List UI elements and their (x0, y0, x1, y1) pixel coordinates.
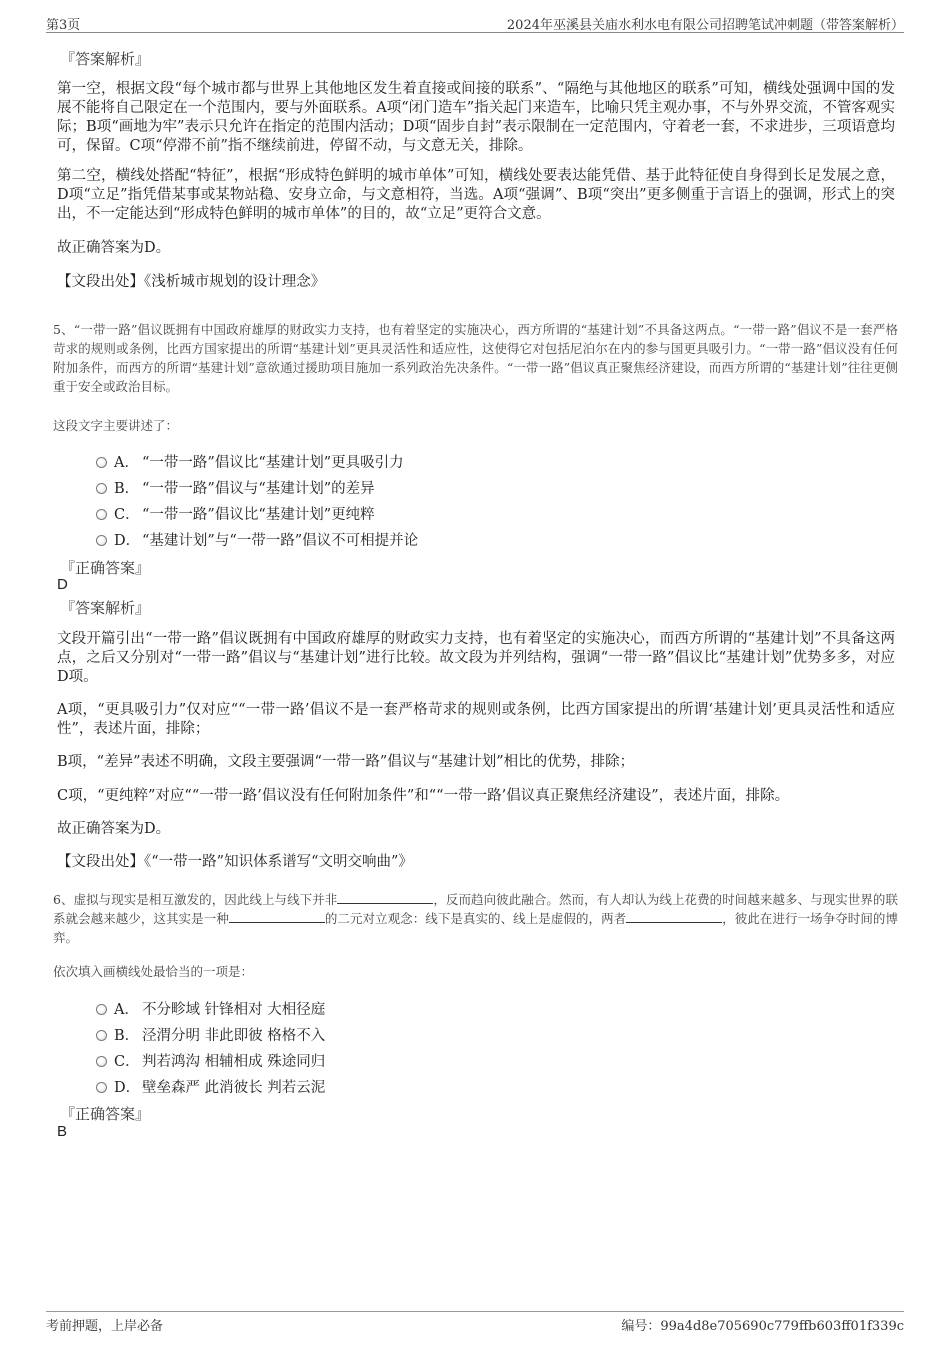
radio-icon[interactable] (96, 1056, 107, 1067)
fill-blank-2 (229, 910, 325, 923)
q5-option-c[interactable]: C． “一带一路”倡议比“基建计划”更纯粹 (96, 503, 375, 523)
document-id: 编号：99a4d8e705690c779ffb603ff01f339c (621, 1319, 904, 1334)
q4-analysis-label: 『答案解析』 (60, 50, 151, 68)
page-number: 第3页 (46, 18, 81, 33)
q5-answer: D (57, 576, 68, 593)
radio-icon[interactable] (96, 1004, 107, 1015)
q5-option-b[interactable]: B． “一带一路”倡议与“基建计划”的差异 (96, 477, 375, 497)
q5-analysis-para-3: B项，“差异”表述不明确，文段主要强调“一带一路”倡议与“基建计划”相比的优势，排除； (57, 754, 635, 770)
q5-conclusion: 故正确答案为D。 (57, 821, 171, 837)
q6-option-c[interactable]: C． 判若鸿沟 相辅相成 殊途同归 (96, 1050, 325, 1070)
q5-answer-label: 『正确答案』 (60, 559, 151, 577)
q6-option-d[interactable]: D． 壁垒森严 此消彼长 判若云泥 (96, 1076, 325, 1096)
page-header (46, 14, 904, 33)
q5-option-a[interactable]: A． “一带一路”倡议比“基建计划”更具吸引力 (96, 451, 404, 471)
q4-analysis-para-2: 第二空，横线处搭配“特征”，根据“形成特色鲜明的城市单体”可知，横线处要表达能凭借、基于此特征使自身得到长足发展之意，D项“立足”指凭借某事或某物站稳、安身立命，与文意相符，当选。A项“强调”、B项“突出”更多侧重于言语上的强调，形式上的突出，不一定能达到“形成特色鲜明的城市单体”的目的，故“立足”更符合文意。 (57, 168, 895, 222)
q5-analysis-para-1: 文段开篇引出“一带一路”倡议既拥有中国政府雄厚的财政实力支持，也有着坚定的实施决心，而西方所谓的“基建计划”不具备这两点，之后又分别对“一带一路”倡议与“基建计划”进行比较。故文段为并列结构，强调“一带一路”倡议比“基建计划”优势多多，对应D项。 (57, 631, 895, 685)
q4-conclusion: 故正确答案为D。 (57, 240, 171, 256)
option-text: 判若鸿沟 相辅相成 殊途同归 (142, 1054, 326, 1070)
q5-analysis-para-4: C项，“更纯粹”对应““一带一路’倡议没有任何附加条件”和““一带一路’倡议真正聚焦经济建设”，表述片面，排除。 (57, 788, 790, 804)
option-text: “一带一路”倡议比“基建计划”更具吸引力 (142, 455, 404, 471)
q5-analysis-para-2: A项，“更具吸引力”仅对应““一带一路’倡议不是一套严格苛求的规则或条例，比西方国家提出的所谓‘基建计划’更具灵活性和适应性”，表述片面，排除； (57, 702, 895, 737)
radio-icon[interactable] (96, 535, 107, 546)
q6-answer-label: 『正确答案』 (60, 1105, 151, 1123)
q6-question-text: 6、虚拟与现实是相互激发的，因此线上与线下并非 ，反而趋向彼此融合。然而，有人却认为线上花费的时间越来越多、与现实世界的联系就会越来越少，这其实是一种 的二元对立观念：线下是真实的、线上是虚假的，两者 ，彼此在进行一场争夺时间的博弈。 (53, 892, 898, 945)
page-footer (46, 1311, 904, 1333)
q4-analysis-para-1: 第一空，根据文段“每个城市都与世界上其他地区发生着直接或间接的联系”、“隔绝与其他地区的联系”可知，横线处强调中国的发展不能将自己限定在一个范围内，要与外面联系。A项“闭门造车”指关起门来造车，比喻只凭主观办事，不与外界交流，不管客观实际；B项“画地为牢”表示只允许在指定的范围内活动；D项“固步自封”表示限制在一定范围内，守着老一套，不求进步，三项语意均可，保留。C项“停滞不前”指不继续前进，停留不动，与文意无关，排除。 (57, 81, 895, 154)
document-title: 2024年巫溪县关庙水利水电有限公司招聘笔试冲刺题（带答案解析） (506, 18, 904, 33)
option-text: 壁垒森严 此消彼长 判若云泥 (142, 1080, 326, 1096)
q5-analysis-label: 『答案解析』 (60, 599, 151, 617)
option-text: “一带一路”倡议与“基建计划”的差异 (142, 481, 375, 497)
fill-blank-3 (626, 910, 722, 923)
radio-icon[interactable] (96, 1082, 107, 1093)
q5-question-text: 5、“一带一路”倡议既拥有中国政府雄厚的财政实力支持，也有着坚定的实施决心，西方所谓的“基建计划”不具备这两点。“一带一路”倡议不是一套严格苛求的规则或条例，比西方国家提出的所谓“基建计划”更具灵活性和适应性，这使得它对包括尼泊尔在内的参与国更具吸引力。“一带一路”倡议没有任何附加条件，而西方的所谓“基建计划”意欲通过援助项目施加一系列政治先决条件。“一带一路”倡议真正聚焦经济建设，而西方所谓的“基建计划”往往更侧重于安全或政治目标。 (53, 322, 898, 394)
fill-blank-1 (337, 891, 433, 904)
footer-slogan: 考前押题，上岸必备 (46, 1319, 164, 1334)
q5-prompt: 这段文字主要讲述了： (53, 418, 179, 433)
option-text: “基建计划”与“一带一路”倡议不可相提并论 (142, 533, 419, 549)
radio-icon[interactable] (96, 483, 107, 494)
option-text: 不分畛域 针锋相对 大相径庭 (142, 1002, 326, 1018)
q6-option-a[interactable]: A． 不分畛域 针锋相对 大相径庭 (96, 998, 325, 1018)
option-text: 泾渭分明 非此即彼 格格不入 (142, 1028, 326, 1044)
q5-option-d[interactable]: D． “基建计划”与“一带一路”倡议不可相提并论 (96, 529, 418, 549)
radio-icon[interactable] (96, 1030, 107, 1041)
q6-prompt: 依次填入画横线处最恰当的一项是： (53, 964, 254, 979)
radio-icon[interactable] (96, 509, 107, 520)
radio-icon[interactable] (96, 457, 107, 468)
option-text: “一带一路”倡议比“基建计划”更纯粹 (142, 507, 375, 523)
q6-answer: B (57, 1123, 68, 1140)
q6-option-b[interactable]: B． 泾渭分明 非此即彼 格格不入 (96, 1024, 325, 1044)
q4-source: 【文段出处】《浅析城市规划的设计理念》 (57, 274, 326, 290)
q5-source: 【文段出处】《“一带一路”知识体系谱写“文明交响曲”》 (57, 854, 413, 870)
